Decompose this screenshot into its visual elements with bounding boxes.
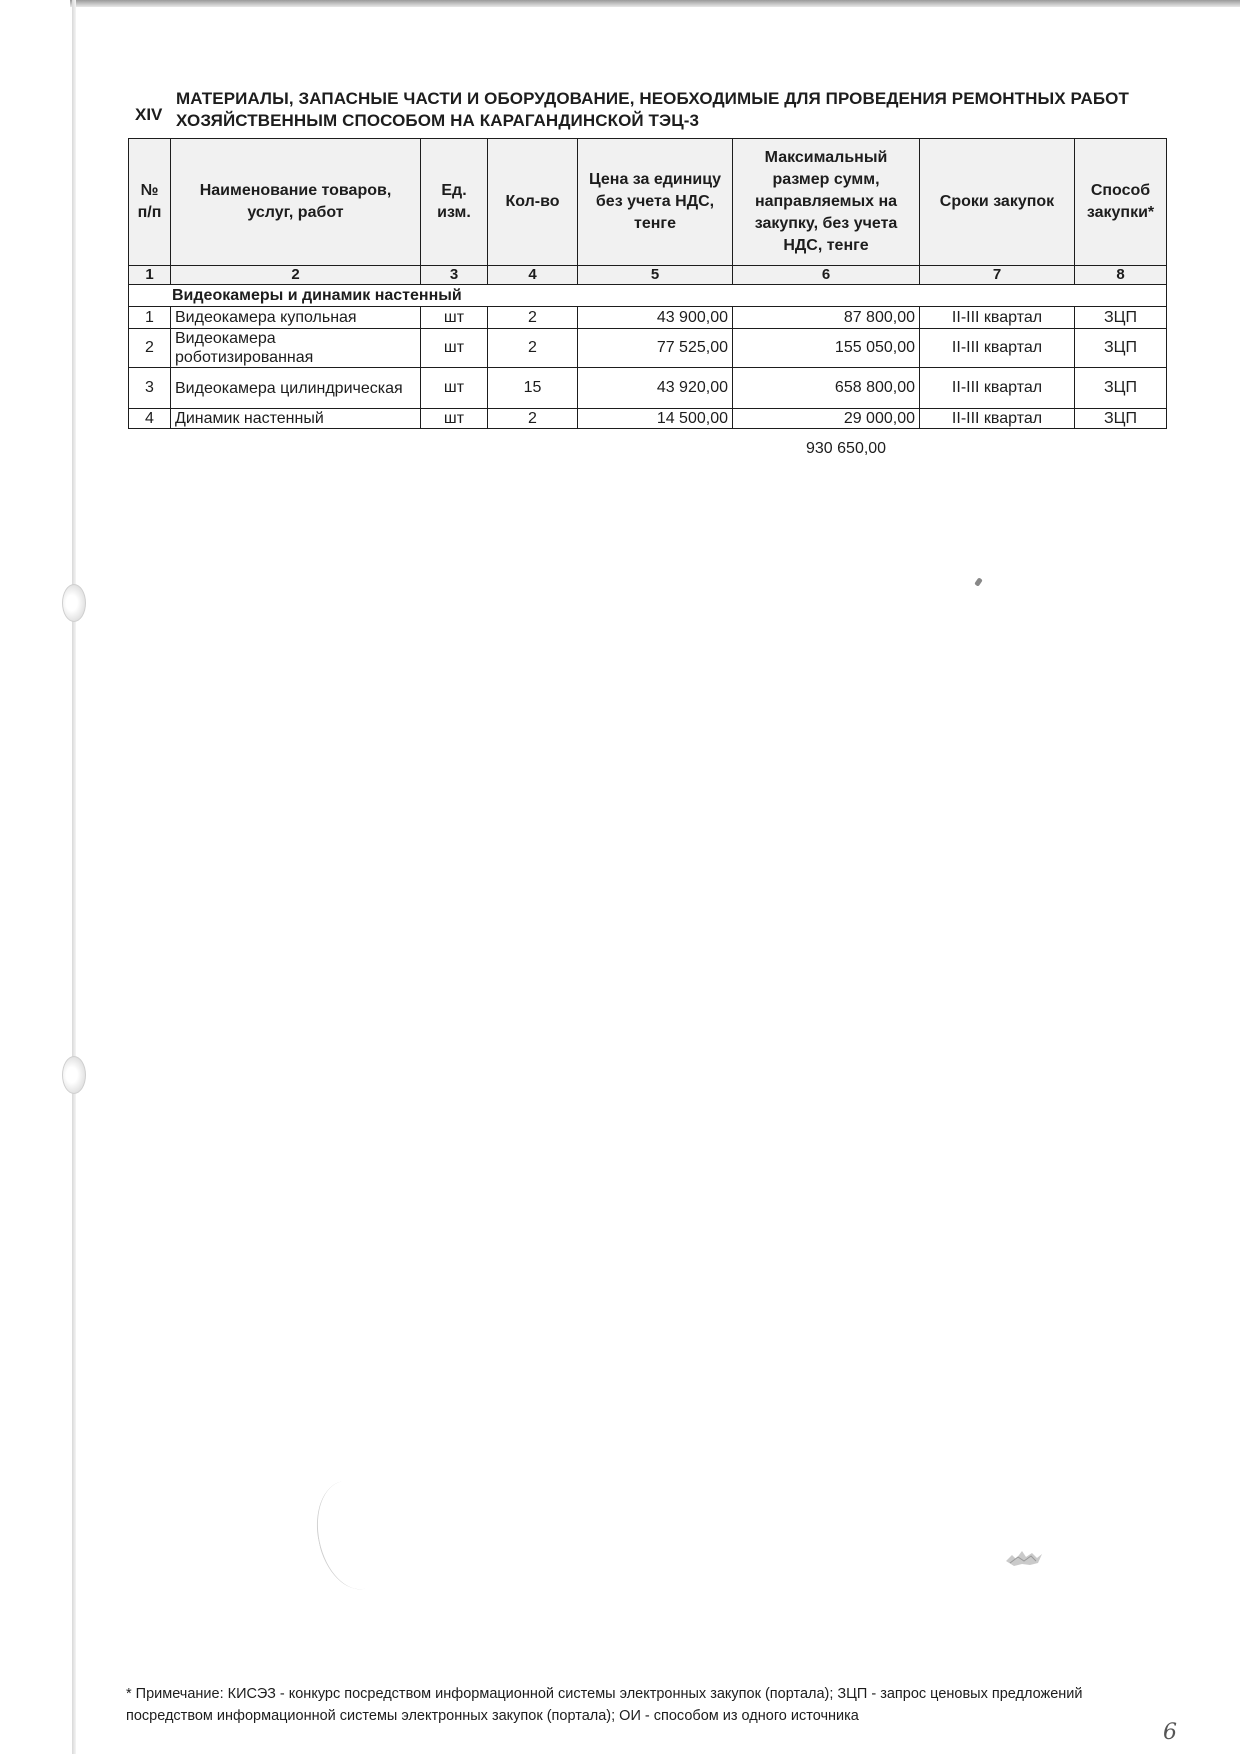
item-unit-price: 43 920,00: [578, 368, 733, 409]
header-cell: № п/п: [129, 139, 171, 266]
item-unit-price: 77 525,00: [578, 329, 733, 368]
item-method: ЗЦП: [1075, 329, 1167, 368]
group-row: [129, 285, 1167, 307]
item-max-sum: 29 000,00: [733, 409, 920, 429]
item-unit: шт: [421, 329, 488, 368]
item-name: Видеокамера цилиндрическая: [171, 368, 421, 409]
handwritten-page-number: 6: [1163, 1720, 1177, 1745]
column-number-cell: 2: [171, 266, 421, 285]
column-number-row: [129, 266, 1167, 285]
item-method: ЗЦП: [1075, 307, 1167, 329]
group-title: Видеокамеры и динамик настенный: [129, 285, 1167, 307]
item-period: II-III квартал: [920, 409, 1075, 429]
item-period: II-III квартал: [920, 307, 1075, 329]
item-name: Видеокамера роботизированная: [171, 329, 421, 368]
item-unit-price: 14 500,00: [578, 409, 733, 429]
column-number-cell: 4: [488, 266, 578, 285]
item-unit-price: 43 900,00: [578, 307, 733, 329]
item-period: II-III квартал: [920, 329, 1075, 368]
header-cell: Сроки закупок: [920, 139, 1075, 266]
header-cell: Цена за единицу без учета НДС, тенге: [578, 139, 733, 266]
section-number: XIV: [135, 105, 163, 124]
header-cell: Способ закупки*: [1075, 139, 1167, 266]
header-cell: Максимальный размер сумм, направляемых на закупку, без учета НДС, тенге: [733, 139, 920, 266]
item-unit: шт: [421, 368, 488, 409]
item-method: ЗЦП: [1075, 368, 1167, 409]
header-cell: Наименование товаров, услуг, работ: [171, 139, 421, 266]
item-period: II-III квартал: [920, 368, 1075, 409]
item-max-sum: 658 800,00: [733, 368, 920, 409]
section-title: МАТЕРИАЛЫ, ЗАПАСНЫЕ ЧАСТИ И ОБОРУДОВАНИЕ, НЕОБХОДИМЫЕ ДЛЯ ПРОВЕДЕНИЯ РЕМОНТНЫХ РАБОТ ХОЗЯЙСТВЕННЫМ СПОСОБОМ НА КАРАГАНДИНСКОЙ ТЭЦ-3: [176, 89, 1129, 130]
row-number: 4: [129, 409, 171, 429]
item-unit: шт: [421, 409, 488, 429]
punch-hole-upper: [62, 584, 86, 622]
table-row: [129, 329, 1167, 368]
total-sum: 930 650,00: [806, 440, 887, 457]
item-method: ЗЦП: [1075, 409, 1167, 429]
column-number-cell: 6: [733, 266, 920, 285]
column-number-cell: 5: [578, 266, 733, 285]
scan-top-edge: [70, 0, 1240, 7]
binding-fold-line: [72, 0, 76, 1754]
header-cell: Кол-во: [488, 139, 578, 266]
scan-speck: [974, 577, 983, 586]
column-number-cell: 8: [1075, 266, 1167, 285]
item-quantity: 2: [488, 307, 578, 329]
row-number: 2: [129, 329, 171, 368]
column-number-cell: 3: [421, 266, 488, 285]
scan-pencil-arc: [307, 1474, 399, 1596]
row-number: 3: [129, 368, 171, 409]
item-quantity: 2: [488, 329, 578, 368]
header-cell: Ед. изм.: [421, 139, 488, 266]
punch-hole-lower: [62, 1056, 86, 1094]
item-unit: шт: [421, 307, 488, 329]
item-name: Динамик настенный: [171, 409, 421, 429]
item-max-sum: 155 050,00: [733, 329, 920, 368]
table-header-row: [129, 139, 1167, 266]
table-row: [129, 409, 1167, 429]
item-quantity: 15: [488, 368, 578, 409]
footnote: * Примечание: КИСЭЗ - конкурс посредством информационной системы электронных закупок (портала); ЗЦП - запрос ценовых предложений посредством информационной системы электронных закупок (портала); ОИ - способом из одного источника: [126, 1686, 1083, 1724]
column-number-cell: 7: [920, 266, 1075, 285]
item-max-sum: 87 800,00: [733, 307, 920, 329]
column-number-cell: 1: [129, 266, 171, 285]
table-row: [129, 307, 1167, 329]
item-quantity: 2: [488, 409, 578, 429]
procurement-table: [128, 138, 1167, 429]
item-name: Видеокамера купольная: [171, 307, 421, 329]
ink-smudge-mark: [1004, 1545, 1044, 1569]
row-number: 1: [129, 307, 171, 329]
table-row: [129, 368, 1167, 409]
